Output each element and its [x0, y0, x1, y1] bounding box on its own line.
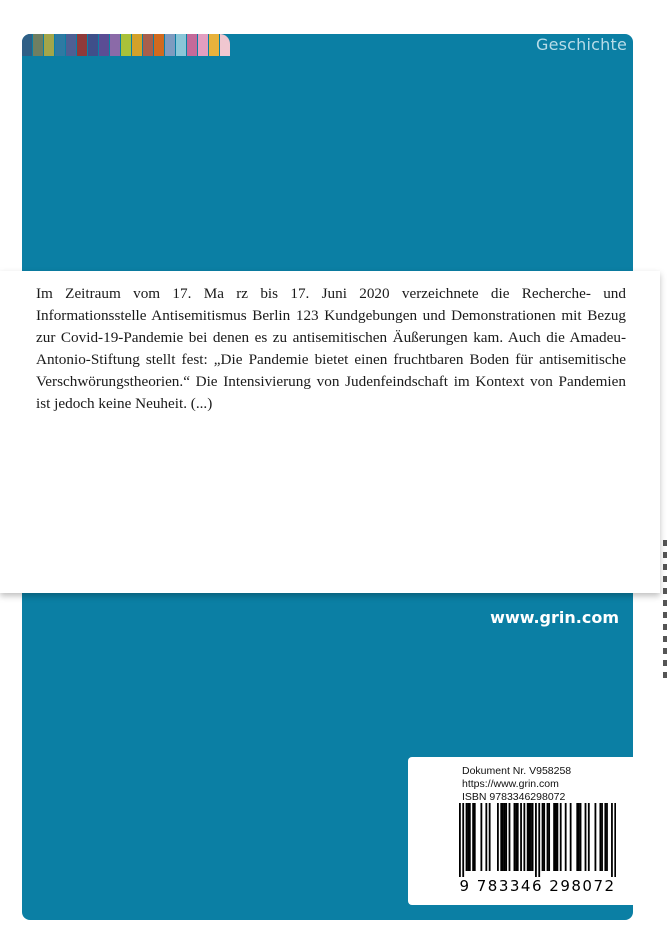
barcode-bar [595, 803, 597, 871]
barcode-bar [555, 803, 557, 871]
barcode-image [459, 803, 616, 877]
document-number: Dokument Nr. V958258 [462, 765, 572, 777]
isbn-box [408, 757, 638, 905]
cover-bottom-panel [22, 593, 633, 920]
barcode-bar [557, 803, 559, 871]
barcode-bar [538, 803, 540, 877]
barcode-bar [497, 803, 499, 871]
barcode-bar [523, 803, 525, 871]
barcode-bar [535, 803, 537, 877]
barcode-bar [502, 803, 504, 871]
color-stripe [132, 34, 142, 56]
color-stripe [44, 34, 54, 56]
barcode-bar [509, 803, 511, 871]
barcode-bar [576, 803, 578, 871]
barcode-bar [467, 803, 469, 871]
color-stripe [187, 34, 197, 56]
barcode-bar [530, 803, 532, 871]
document-url: https://www.grin.com [462, 778, 559, 790]
barcode-bar [528, 803, 530, 871]
barcode-bar [514, 803, 516, 871]
publisher-website: www.grin.com [490, 608, 619, 627]
barcode-bar [547, 803, 549, 871]
barcode-bar [604, 803, 606, 871]
barcode-bar [515, 803, 517, 871]
blurb-panel [0, 271, 660, 593]
barcode-bar [517, 803, 519, 871]
barcode-bar [474, 803, 476, 871]
color-stripes [22, 34, 231, 56]
barcode-bar [570, 803, 572, 871]
barcode-bar [588, 803, 590, 871]
barcode-bar [585, 803, 587, 871]
barcode-bar [606, 803, 608, 871]
color-stripe [143, 34, 153, 56]
barcode-bar [560, 803, 562, 871]
barcode-bar [466, 803, 468, 871]
barcode-bar [611, 803, 613, 877]
barcode-bar [601, 803, 603, 871]
color-stripe [77, 34, 87, 56]
barcode-bar [565, 803, 567, 871]
barcode-bar [580, 803, 582, 871]
barcode-bar [462, 803, 464, 877]
barcode-bar [578, 803, 580, 871]
spine-edge [661, 540, 670, 690]
barcode-bar [527, 803, 529, 871]
color-stripe [176, 34, 186, 56]
barcode-digits: 9 783346 298072 [459, 877, 616, 895]
barcode-bar [599, 803, 601, 871]
color-stripe [165, 34, 175, 56]
barcode-bar [614, 803, 616, 877]
color-stripe [66, 34, 76, 56]
color-stripe [55, 34, 65, 56]
barcode-bar [489, 803, 491, 871]
color-stripe [220, 34, 230, 56]
barcode-bar [548, 803, 550, 871]
barcode-bar [553, 803, 555, 871]
barcode-bar [505, 803, 507, 871]
color-stripe [121, 34, 131, 56]
blurb-text: Im Zeitraum vom 17. Ma rz bis 17. Juni 2020 verzeichnete die Recherche- und Informationsstelle Antisemitismus Berlin 123 Kundgebungen und Demonstrationen mit Bezug zur Covid-19-Pandemie bei denen es zu antisemitischen Äußerungen kam. Auch die Amadeu-Antonio-Stiftung stellt fest: „Die Pandemie bietet einen fruchtbaren Boden für antisemitische Verschwörungstheorien.“ Die Intensivierung von Judenfeindschaft im Kontext von Pandemien ist jedoch keine Neuheit. (...) [36, 285, 626, 412]
color-stripe [88, 34, 98, 56]
color-stripe [198, 34, 208, 56]
cover-top-panel [22, 34, 633, 271]
barcode-bar [542, 803, 544, 871]
isbn-number: ISBN 9783346298072 [462, 791, 566, 803]
barcode-bar [472, 803, 474, 871]
color-stripe [33, 34, 43, 56]
color-stripe [110, 34, 120, 56]
color-stripe [209, 34, 219, 56]
barcode-bar [504, 803, 506, 871]
color-stripe [154, 34, 164, 56]
barcode-bar [459, 803, 461, 877]
color-stripe [22, 34, 32, 56]
series-label: Geschichte [535, 35, 627, 54]
barcode-bar [500, 803, 502, 871]
barcode-bar [469, 803, 471, 871]
barcode-bar [520, 803, 522, 871]
barcode-bar [480, 803, 482, 871]
barcode-bar [543, 803, 545, 871]
barcode-bar [485, 803, 487, 871]
barcode-bar [532, 803, 534, 871]
color-stripe [99, 34, 109, 56]
